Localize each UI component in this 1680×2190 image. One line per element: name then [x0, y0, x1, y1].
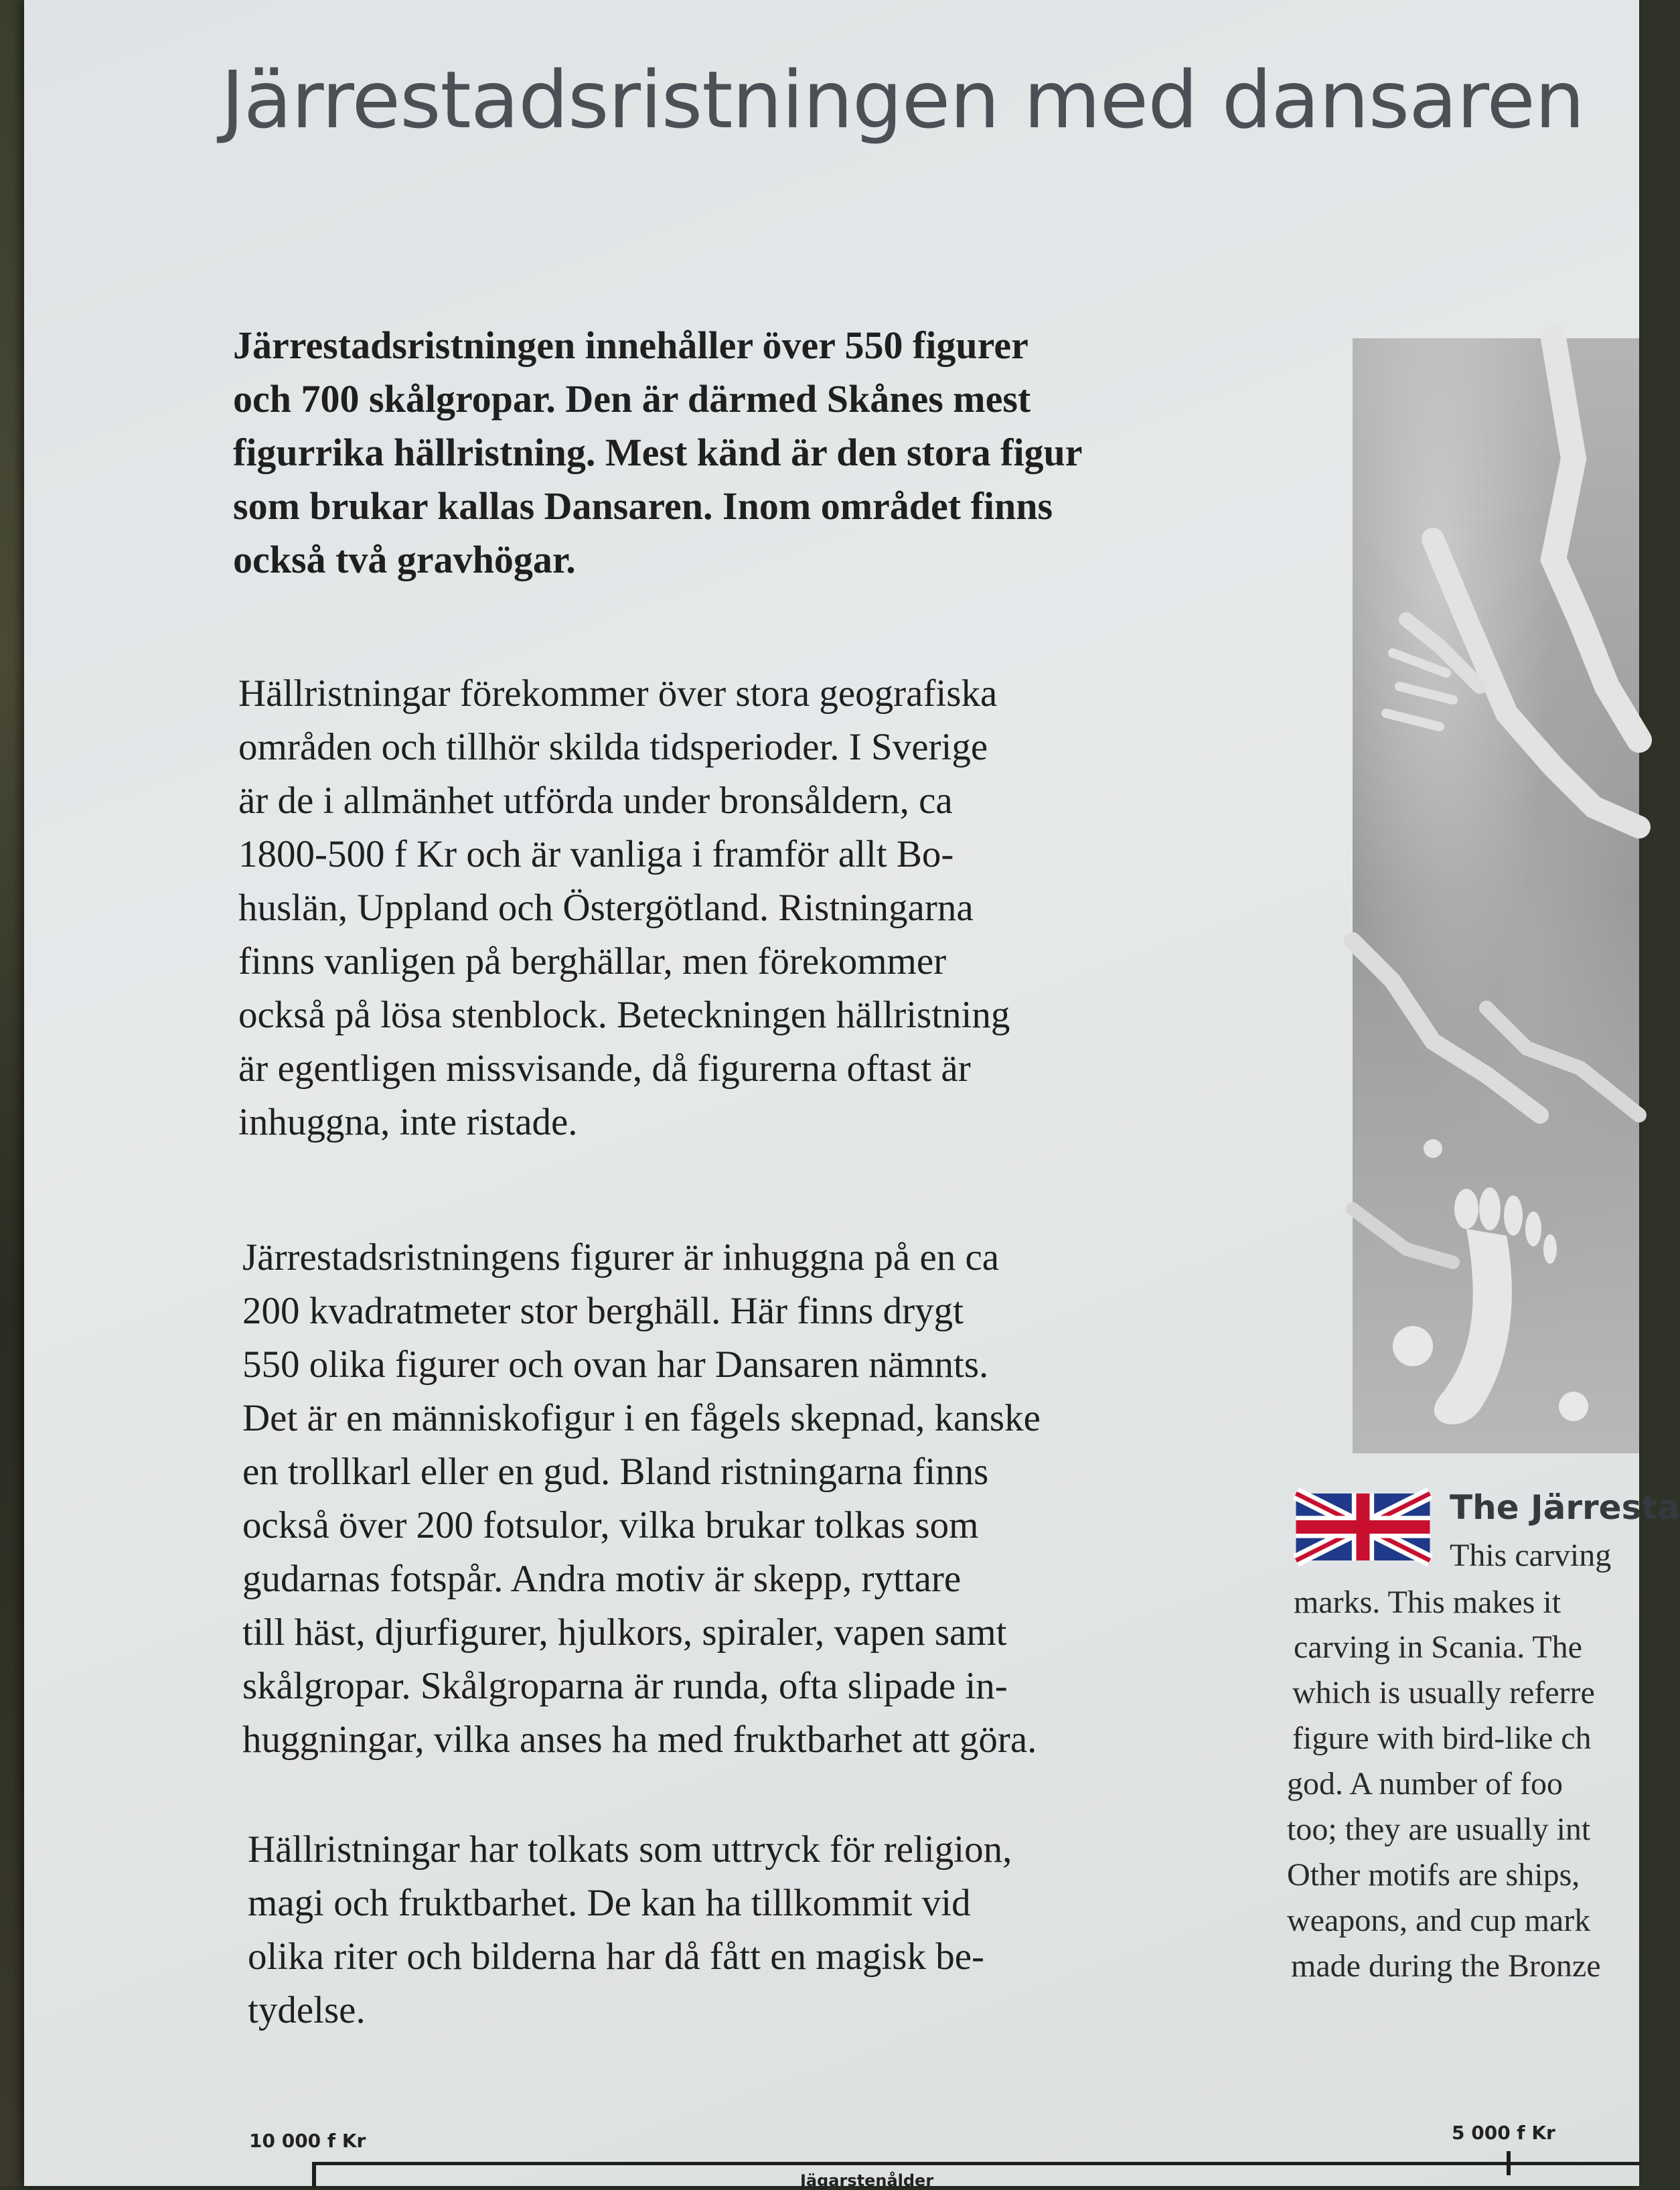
english-text-line: made during the Bronze: [1291, 1948, 1601, 1984]
english-text-line: figure with bird-like ch: [1292, 1721, 1592, 1756]
english-text-line: marks. This makes it: [1294, 1585, 1561, 1620]
english-text-line: weapons, and cup mark: [1287, 1903, 1591, 1938]
timeline-axis: [312, 2162, 1639, 2165]
timeline-period-label: Jägarstenålder: [800, 2171, 934, 2190]
timeline-mid-label: 5 000 f Kr: [1452, 2122, 1555, 2144]
timeline-tick: [312, 2162, 316, 2186]
sign-title: Järrestadsristningen med dansaren: [221, 54, 1584, 146]
interpretation-paragraph: Hällristningar har tolkats som uttryck för religion, magi och fruktbarhet. De kan ha tillkommit vid olika riter och bilderna har då fått en magisk be- tydelse.: [248, 1828, 1012, 2031]
english-text-line: Other motifs are ships,: [1287, 1857, 1580, 1893]
rock-carving-photo: [1353, 338, 1639, 1453]
english-title: The Järresta: [1450, 1488, 1680, 1527]
uk-flag-icon: [1294, 1493, 1432, 1560]
english-text-line: too; they are usually int: [1287, 1812, 1591, 1847]
figures-paragraph: Järrestadsristningens figurer är inhuggna på en ca 200 kvadratmeter stor berghäll. Här finns drygt 550 olika figurer och ovan har Dansaren nämnts. Det är en människofigur i en fågels skepnad, kanske en trollkarl eller en gud. Bland ristningarna finns också över 200 fotsulor, vilka brukar tolkas som gudarnas fotspår. Andra motiv är skepp, ryttare till häst, djurfigurer, hjulkors, spiraler, vapen samt skålgropar. Skålgroparna är runda, ofta slipade in- huggningar, vilka anses ha med fruktbarhet att göra.: [242, 1236, 1041, 1761]
carving-figure-drawing: [1353, 338, 1639, 1453]
intro-paragraph: Järrestadsristningen innehåller över 550 figurer och 700 skålgropar. Den är därmed Skånes mest figurrika hällristning. Mest känd är den stora figur som brukar kallas Dansaren. Inom området finns också två gravhögar.: [233, 323, 1083, 581]
history-paragraph: Hällristningar förekommer över stora geografiska områden och tillhör skilda tidsperioder. I Sverige är de i allmänhet utförda under bronsåldern, ca 1800-500 f Kr och är vanliga i framför allt Bo- huslän, Uppland och Östergötland. Ristningarna finns vanligen på berghällar, men förekommer också på lösa stenblock. Beteckningen hällristning är egentligen missvisande, då figurerna oftast är inhuggna, inte ristade.: [238, 672, 1010, 1143]
english-text-line: carving in Scania. The: [1294, 1629, 1582, 1665]
timeline-start-label: 10 000 f Kr: [249, 2130, 366, 2152]
english-text-line: This carving: [1450, 1538, 1612, 1573]
timeline-tick: [1507, 2151, 1511, 2175]
english-text-line: god. A number of foo: [1287, 1766, 1563, 1802]
english-text-line: which is usually referre: [1292, 1675, 1595, 1710]
